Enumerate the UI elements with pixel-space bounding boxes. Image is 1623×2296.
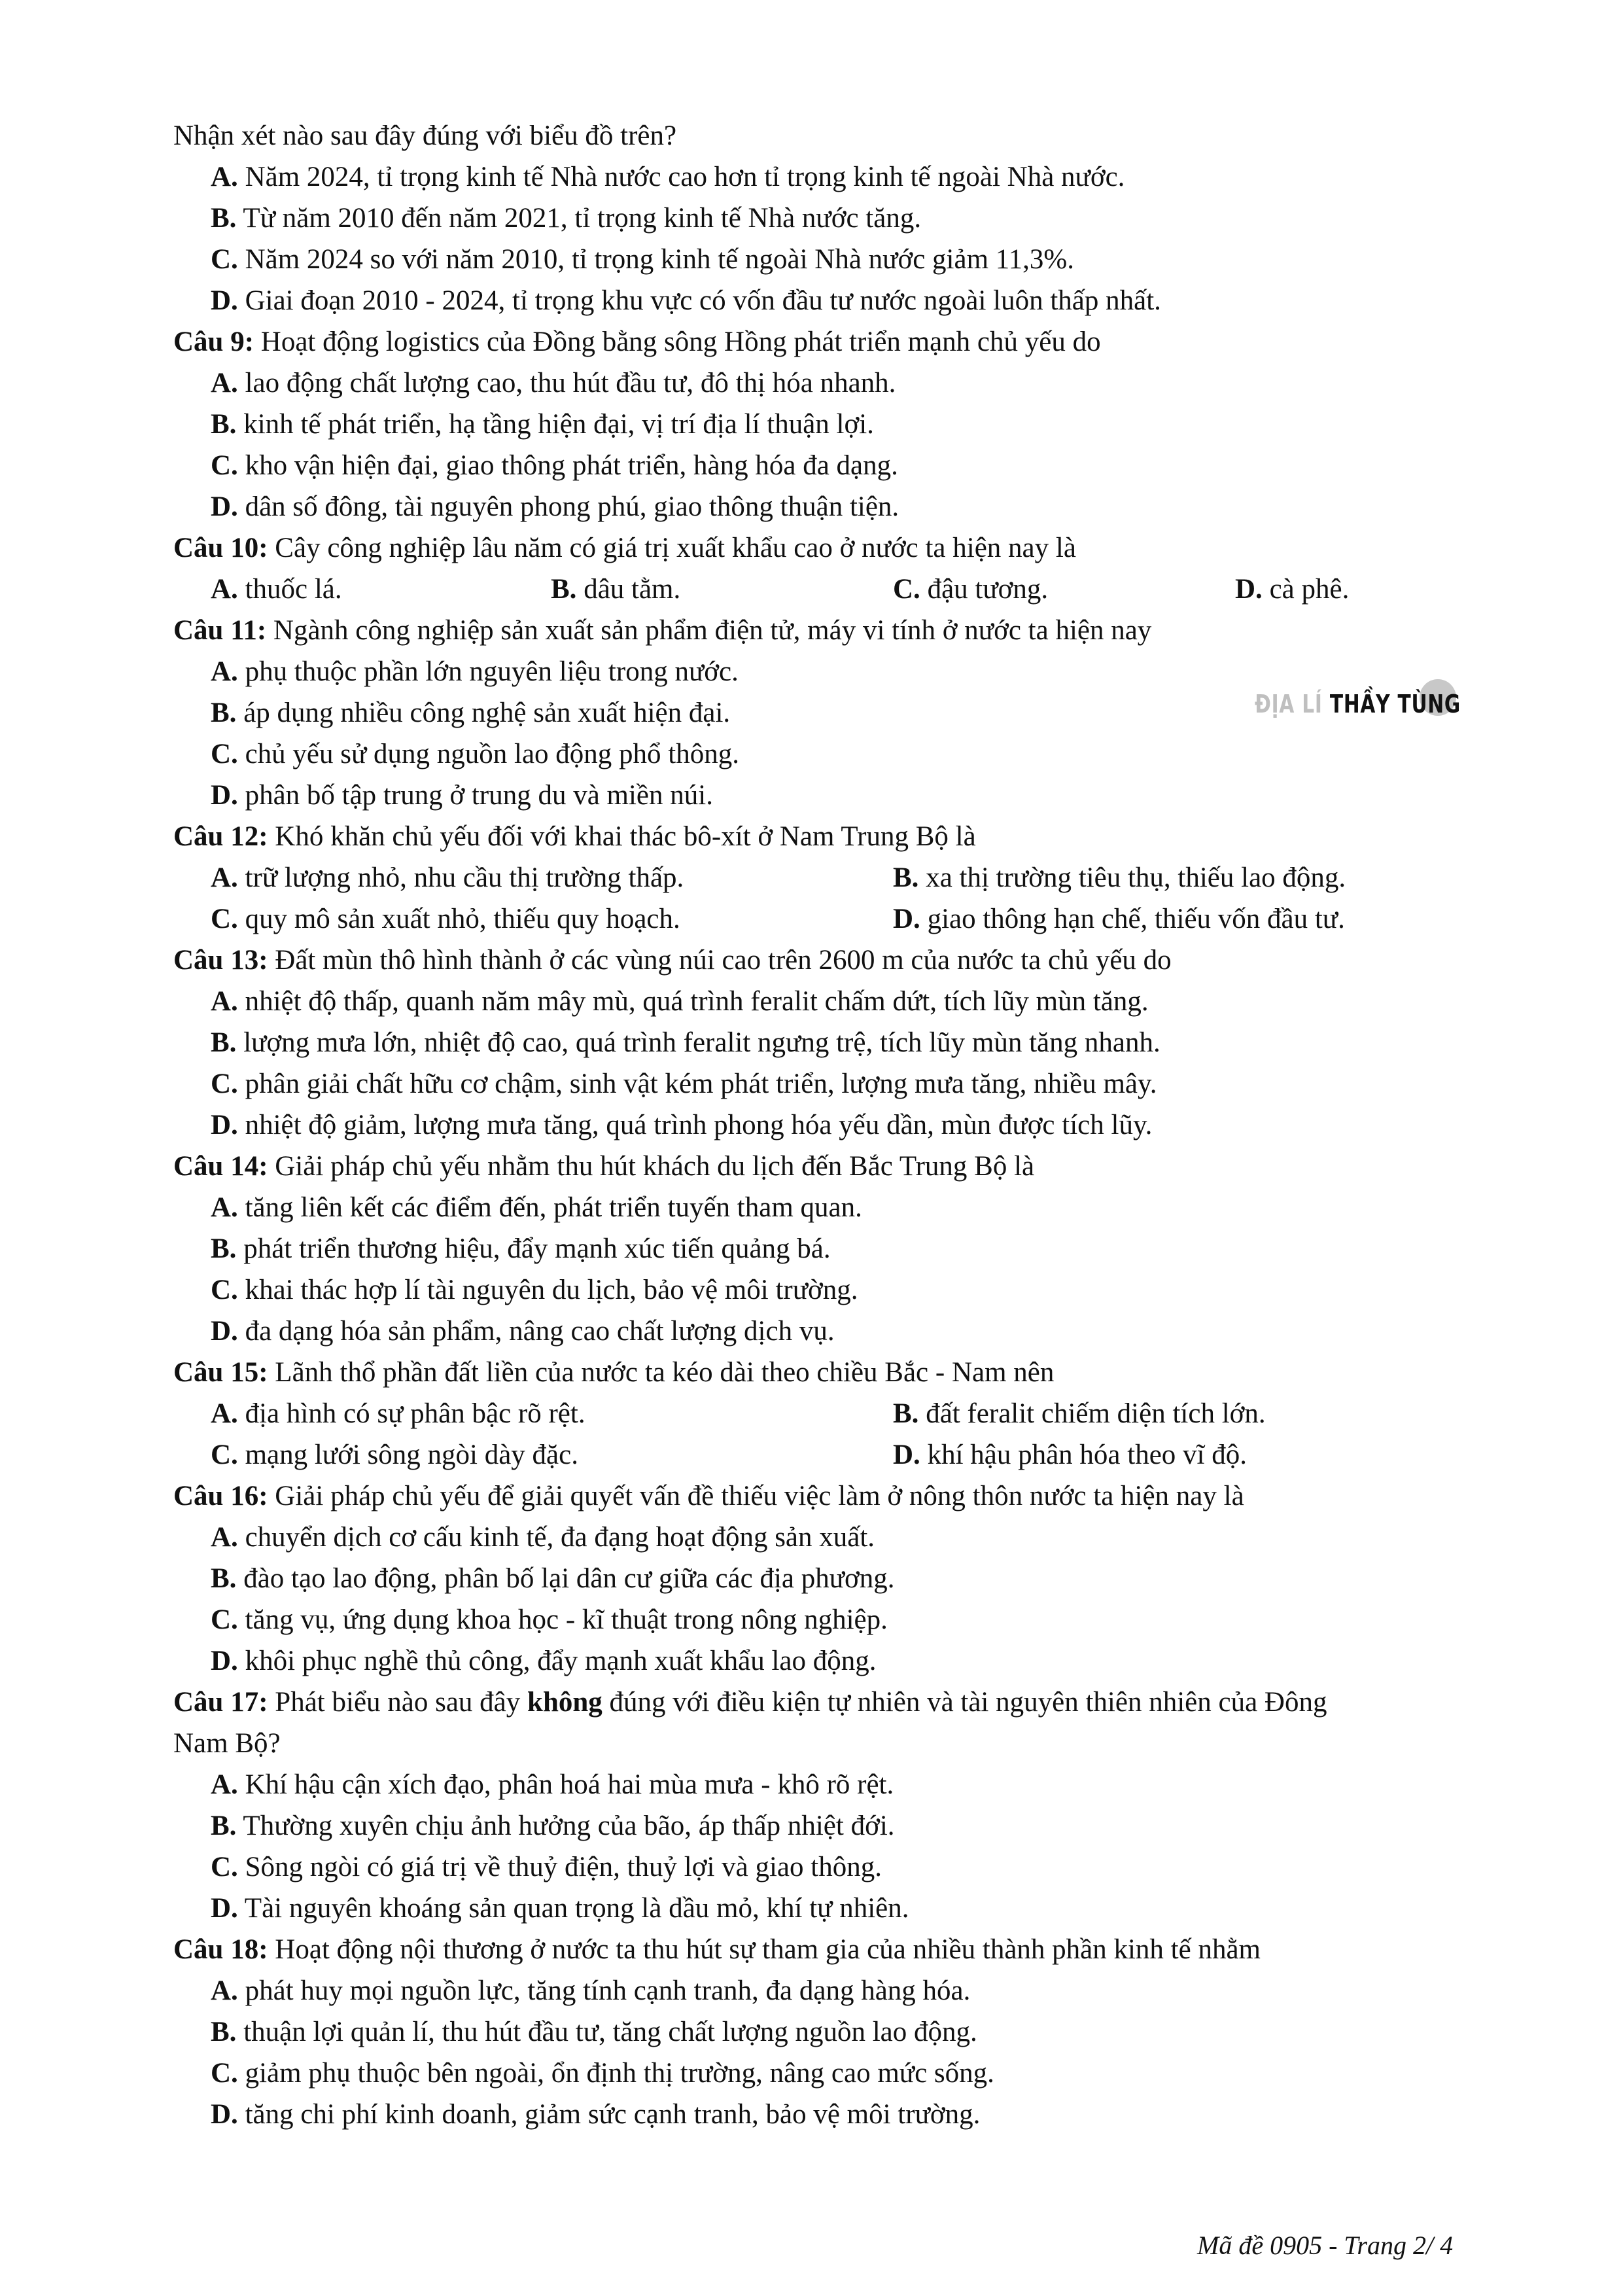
question-12-option-d: D. giao thông hạn chế, thiếu vốn đầu tư. (893, 904, 1345, 934)
question-17-stem-line2: Nam Bộ? (173, 1728, 281, 1759)
question-12-option-b: B. xa thị trường tiêu thụ, thiếu lao động. (893, 862, 1346, 893)
question-17-option-a: A. Khí hậu cận xích đạo, phân hoá hai mùa mưa - khô rõ rệt. (211, 1769, 894, 1800)
question-10-option-a: A. thuốc lá. (211, 574, 342, 605)
question-16-stem: Câu 16: Giải pháp chủ yếu để giải quyết vấn đề thiếu việc làm ở nông thôn nước ta hiện nay là (173, 1481, 1244, 1511)
question-9-stem: Câu 9: Hoạt động logistics của Đồng bằng sông Hồng phát triển mạnh chủ yếu do (173, 327, 1101, 357)
question-18-option-a: A. phát huy mọi nguồn lực, tăng tính cạnh tranh, đa dạng hàng hóa. (211, 1975, 971, 2006)
question-9-option-d: D. dân số đông, tài nguyên phong phú, giao thông thuận tiện. (211, 491, 899, 522)
question-14-option-a: A. tăng liên kết các điểm đến, phát triển tuyến tham quan. (211, 1192, 862, 1223)
question-11-option-c: C. chủ yếu sử dụng nguồn lao động phổ thông. (211, 739, 740, 769)
question-13-option-d: D. nhiệt độ giảm, lượng mưa tăng, quá trình phong hóa yếu dần, mùn được tích lũy. (211, 1110, 1153, 1140)
question-13-option-a: A. nhiệt độ thấp, quanh năm mây mù, quá trình feralit chấm dứt, tích lũy mùn tăng. (211, 986, 1149, 1017)
question-10-option-b: B. dâu tằm. (551, 574, 681, 605)
question-18-option-c: C. giảm phụ thuộc bên ngoài, ổn định thị trường, nâng cao mức sống. (211, 2058, 994, 2089)
question-15-option-c: C. mạng lưới sông ngòi dày đặc. (211, 1439, 578, 1470)
question-11-option-b: B. áp dụng nhiều công nghệ sản xuất hiện đại. (211, 698, 731, 728)
question-11-option-d: D. phân bố tập trung ở trung du và miền núi. (211, 780, 713, 811)
question-9-option-c: C. kho vận hiện đại, giao thông phát triển, hàng hóa đa dạng. (211, 450, 898, 481)
question-8-option-b: B. Từ năm 2010 đến năm 2021, tỉ trọng kinh tế Nhà nước tăng. (211, 203, 922, 234)
question-11-option-a: A. phụ thuộc phần lớn nguyên liệu trong nước. (211, 656, 739, 687)
question-8-option-a: A. Năm 2024, tỉ trọng kinh tế Nhà nước cao hơn tỉ trọng kinh tế ngoài Nhà nước. (211, 162, 1125, 192)
question-8-option-c: C. Năm 2024 so với năm 2010, tỉ trọng kinh tế ngoài Nhà nước giảm 11,3%. (211, 244, 1074, 275)
question-14-option-d: D. đa dạng hóa sản phẩm, nâng cao chất lượng dịch vụ. (211, 1316, 835, 1347)
question-17-option-b: B. Thường xuyên chịu ảnh hưởng của bão, áp thấp nhiệt đới. (211, 1810, 895, 1841)
question-12-stem: Câu 12: Khó khăn chủ yếu đối với khai thác bô-xít ở Nam Trung Bộ là (173, 821, 976, 852)
question-15-option-a: A. địa hình có sự phân bậc rõ rệt. (211, 1398, 585, 1429)
question-16-option-b: B. đào tạo lao động, phân bố lại dân cư giữa các địa phương. (211, 1563, 895, 1594)
question-16-option-d: D. khôi phục nghề thủ công, đẩy mạnh xuất khẩu lao động. (211, 1646, 877, 1676)
question-14-stem: Câu 14: Giải pháp chủ yếu nhằm thu hút khách du lịch đến Bắc Trung Bộ là (173, 1151, 1035, 1182)
question-10-option-d: D. cà phê. (1235, 574, 1350, 605)
question-18-option-d: D. tăng chi phí kinh doanh, giảm sức cạnh tranh, bảo vệ môi trường. (211, 2099, 981, 2130)
question-16-option-c: C. tăng vụ, ứng dụng khoa học - kĩ thuật trong nông nghiệp. (211, 1604, 888, 1635)
question-10-stem: Câu 10: Cây công nghiệp lâu năm có giá trị xuất khẩu cao ở nước ta hiện nay là (173, 533, 1076, 563)
question-8-option-d: D. Giai đoạn 2010 - 2024, tỉ trọng khu vực có vốn đầu tư nước ngoài luôn thấp nhất. (211, 285, 1161, 316)
question-16-option-a: A. chuyển dịch cơ cấu kinh tế, đa đạng hoạt động sản xuất. (211, 1522, 875, 1553)
question-12-option-a: A. trữ lượng nhỏ, nhu cầu thị trường thấp. (211, 862, 684, 893)
question-13-stem: Câu 13: Đất mùn thô hình thành ở các vùng núi cao trên 2600 m của nước ta chủ yếu do (173, 945, 1172, 976)
question-15-option-d: D. khí hậu phân hóa theo vĩ độ. (893, 1439, 1247, 1470)
question-15-stem: Câu 15: Lãnh thổ phần đất liền của nước ta kéo dài theo chiều Bắc - Nam nên (173, 1357, 1055, 1388)
watermark-logo: ĐỊA LÍ THẦY TÙNG (1255, 690, 1461, 718)
question-18-stem: Câu 18: Hoạt động nội thương ở nước ta thu hút sự tham gia của nhiều thành phần kinh tế nhằm (173, 1934, 1261, 1965)
question-9-option-a: A. lao động chất lượng cao, thu hút đầu tư, đô thị hóa nhanh. (211, 368, 896, 398)
question-18-option-b: B. thuận lợi quản lí, thu hút đầu tư, tăng chất lượng nguồn lao động. (211, 2017, 977, 2047)
question-14-option-c: C. khai thác hợp lí tài nguyên du lịch, bảo vệ môi trường. (211, 1275, 858, 1305)
question-9-option-b: B. kinh tế phát triển, hạ tầng hiện đại, vị trí địa lí thuận lợi. (211, 409, 874, 440)
question-12-option-c: C. quy mô sản xuất nhỏ, thiếu quy hoạch. (211, 904, 680, 934)
question-8-stem: Nhận xét nào sau đây đúng với biểu đồ trên? (173, 120, 677, 151)
question-15-option-b: B. đất feralit chiếm diện tích lớn. (893, 1398, 1266, 1429)
question-13-option-c: C. phân giải chất hữu cơ chậm, sinh vật kém phát triển, lượng mưa tăng, nhiều mây. (211, 1069, 1157, 1099)
question-17-option-c: C. Sông ngòi có giá trị về thuỷ điện, thuỷ lợi và giao thông. (211, 1852, 882, 1882)
question-10-option-c: C. đậu tương. (893, 574, 1049, 605)
question-17-option-d: D. Tài nguyên khoáng sản quan trọng là dầu mỏ, khí tự nhiên. (211, 1893, 909, 1924)
page-footer: Mã đề 0905 - Trang 2/ 4 (1197, 2231, 1454, 2260)
question-11-stem: Câu 11: Ngành công nghiệp sản xuất sản phẩm điện tử, máy vi tính ở nước ta hiện nay (173, 615, 1152, 646)
question-13-option-b: B. lượng mưa lớn, nhiệt độ cao, quá trình feralit ngưng trệ, tích lũy mùn tăng nhanh. (211, 1027, 1161, 1058)
question-17-stem: Câu 17: Phát biểu nào sau đây không đúng với điều kiện tự nhiên và tài nguyên thiên nhiên của Đông (173, 1687, 1327, 1718)
question-14-option-b: B. phát triển thương hiệu, đẩy mạnh xúc tiến quảng bá. (211, 1233, 831, 1264)
